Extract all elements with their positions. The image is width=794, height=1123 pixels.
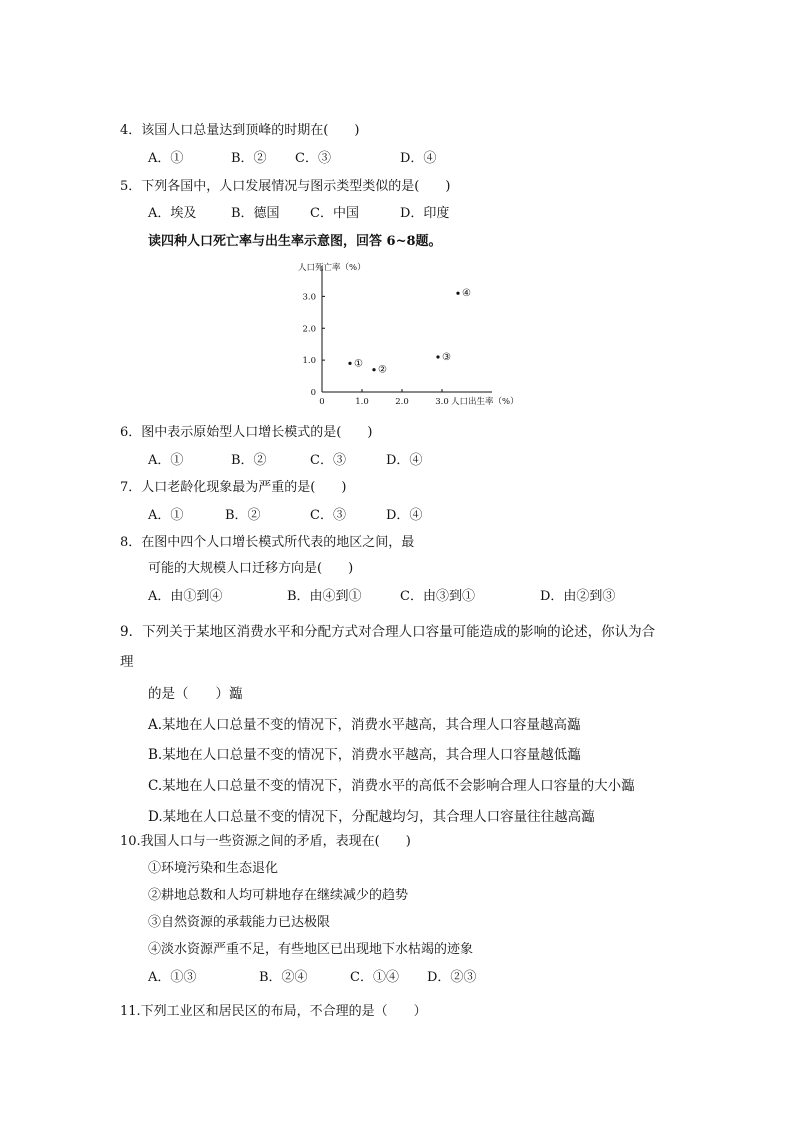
y-tick-label: 0 [310, 388, 316, 398]
q8-option-a: A．由①到④ [148, 589, 223, 604]
x-axis-label: 人口出生率（%） [451, 397, 519, 407]
question-4-stem: 4．该国人口总量达到顶峰的时期在( ) [120, 123, 360, 138]
data-point [348, 362, 351, 365]
q7-option-c: C．③ [310, 508, 346, 523]
q6-option-c: C．③ [310, 453, 346, 468]
question-11-stem: 11.下列工业区和居民区的布局，不合理的是（ ） [120, 1004, 427, 1019]
q9-option-a: A.某地在人口总量不变的情况下，消费水平越高，其合理人口容量越高瀶 [148, 717, 581, 733]
data-point [436, 355, 439, 358]
q10-item-2: ②耕地总数和人均可耕地存在继续减少的趋势 [148, 888, 409, 903]
q9-option-c: C.某地在人口总量不变的情况下，消费水平的高低不会影响合理人口容量的大小瀶 [148, 778, 635, 794]
question-6-stem: 6．图中表示原始型人口增长模式的是( ) [120, 425, 373, 440]
q9-option-d: D.某地在人口总量不变的情况下，分配越均匀，其合理人口容量往往越高瀶 [148, 809, 595, 825]
y-tick-label: 3.0 [302, 292, 316, 303]
question-9-stem-line2: 理 [120, 654, 134, 670]
data-point-label: ④ [462, 288, 471, 300]
q7-option-b: B．② [225, 508, 261, 523]
q9-option-b: B.某地在人口总量不变的情况下，消费水平越高，其合理人口容量越低瀶 [148, 747, 581, 763]
question-8-stem-line2: 可能的大规模人口迁移方向是( ) [148, 561, 354, 576]
q10-option-a: A．①③ [148, 970, 197, 985]
question-5-stem: 5．下列各国中，人口发展情况与图示类型类似的是( ) [120, 179, 451, 194]
q10-option-b: B．②④ [259, 970, 308, 985]
x-tick-label: 1.0 [355, 397, 369, 407]
q7-option-a: A．① [148, 508, 184, 523]
x-tick-label: 3.0 [435, 397, 449, 407]
data-point-label: ③ [442, 351, 451, 363]
question-9-stem-line1: 9．下列关于某地区消费水平和分配方式对合理人口容量可能造成的影响的论述，你认为合 [120, 624, 656, 640]
question-9-stem-line3: 的是（ ）瀶 [148, 686, 243, 702]
q5-option-d: D．印度 [400, 206, 450, 221]
y-tick-label: 2.0 [302, 324, 316, 335]
scatter-chart [290, 258, 519, 413]
q5-option-c: C．中国 [310, 206, 359, 221]
question-10-stem: 10.我国人口与一些资源之间的矛盾，表现在( ) [120, 834, 411, 849]
q10-item-1: ①环境污染和生态退化 [148, 861, 279, 876]
chart-intro: 读四种人口死亡率与出生率示意图，回答 6~8题。 [148, 234, 442, 249]
data-point-label: ① [354, 358, 363, 370]
y-axis-label: 人口死亡率（%） [298, 263, 366, 273]
question-7-stem: 7．人口老龄化现象最为严重的是( ) [120, 480, 347, 495]
q10-option-c: C．①④ [350, 970, 399, 985]
x-tick-label: 0 [319, 397, 325, 407]
q4-option-b: B．② [231, 151, 267, 166]
q10-option-d: D．②③ [427, 970, 477, 985]
q7-option-d: D．④ [386, 508, 423, 523]
y-tick-label: 1.0 [302, 356, 316, 367]
data-point-label: ② [378, 364, 387, 376]
q4-option-a: A．① [148, 151, 184, 166]
q8-option-c: C．由③到① [400, 589, 475, 604]
data-point [456, 292, 459, 295]
data-point [372, 368, 375, 371]
q5-option-b: B．德国 [231, 206, 280, 221]
question-8-stem-line1: 8．在图中四个人口增长模式所代表的地区之间，最 [120, 535, 415, 550]
q10-item-3: ③自然资源的承载能力已达极限 [148, 915, 331, 930]
q8-option-d: D．由②到③ [540, 589, 616, 604]
q10-item-4: ④淡水资源严重不足，有些地区已出现地下水枯竭的迹象 [148, 942, 474, 957]
x-tick-label: 2.0 [395, 397, 409, 407]
q6-option-a: A．① [148, 453, 184, 468]
q4-option-d: D．④ [400, 151, 437, 166]
q8-option-b: B．由④到① [287, 589, 362, 604]
q6-option-d: D．④ [386, 453, 423, 468]
q4-option-c: C．③ [295, 151, 331, 166]
q6-option-b: B．② [231, 453, 267, 468]
q5-option-a: A．埃及 [148, 206, 197, 221]
